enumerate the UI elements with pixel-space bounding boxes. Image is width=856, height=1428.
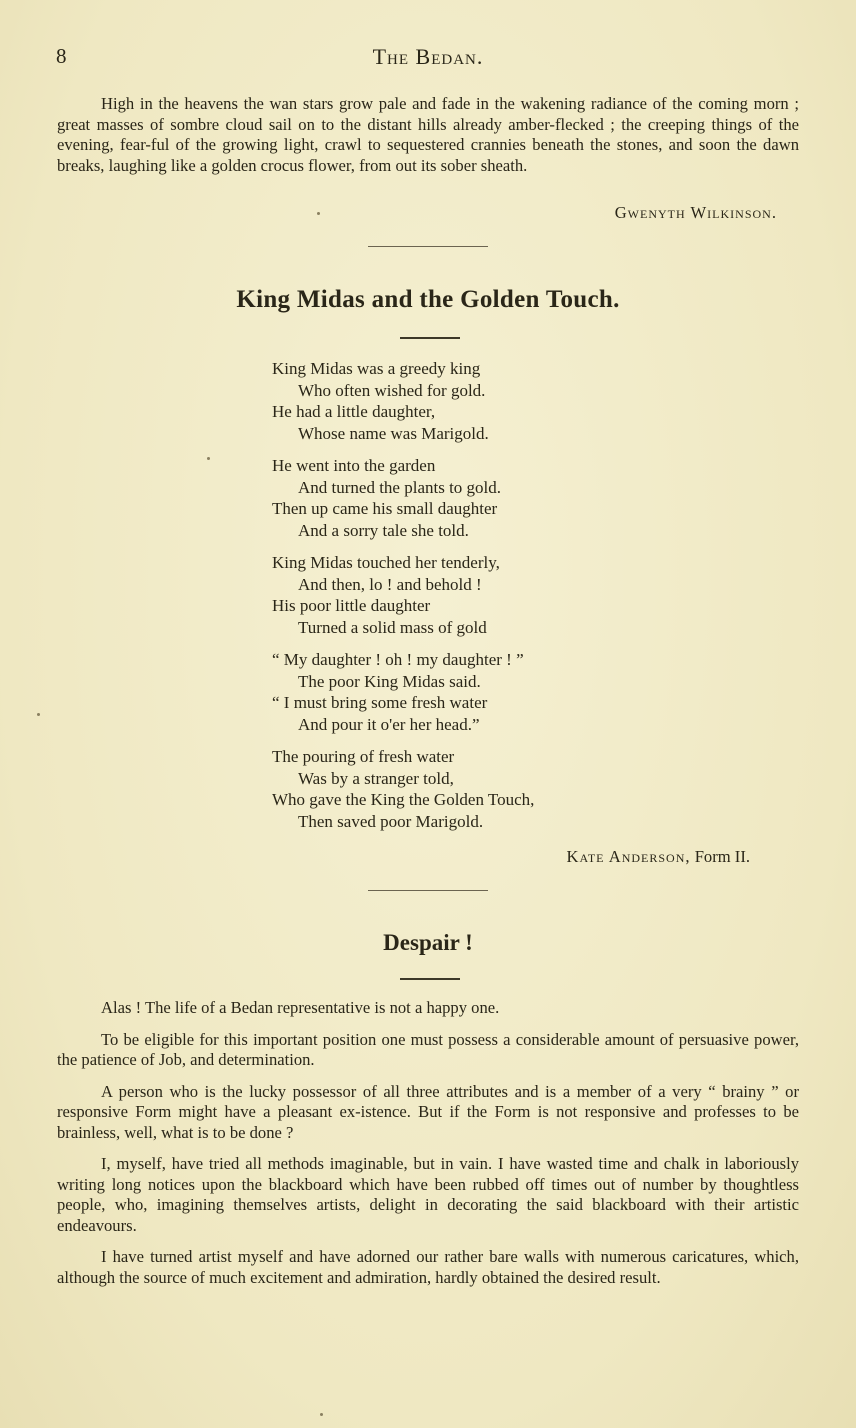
- poem-stanza: [272, 358, 692, 444]
- essay-paragraph: I have turned artist myself and have adorned our rather bare walls with numerous caricatures, which, although the source of much excitement and admiration, hardly obtained the desired result.: [57, 1247, 799, 1287]
- essay-body: [57, 998, 799, 1299]
- paper-speck: [37, 713, 40, 716]
- poem-stanza: [272, 552, 692, 638]
- poem-line: King Midas touched her tenderly,: [272, 553, 500, 572]
- running-title: The Bedan.: [372, 44, 484, 69]
- title-underline: [400, 337, 460, 339]
- poem-stanza: [272, 649, 692, 735]
- poem-line: Then saved poor Marigold.: [298, 811, 484, 831]
- poem-line: Who gave the King the Golden Touch,: [272, 790, 535, 809]
- essay-paragraph: To be eligible for this important position one must possess a considerable amount of persuasive power, the patience of Job, and determination.: [57, 1029, 799, 1069]
- section-divider: [368, 246, 488, 247]
- page-number: 8: [56, 44, 67, 68]
- poem-line: Whose name was Marigold.: [298, 423, 489, 443]
- intro-author: Gwenyth Wilkinson.: [614, 203, 777, 222]
- title-underline: [400, 978, 460, 980]
- poem-body: [272, 358, 692, 843]
- poem-line: And turned the plants to gold.: [298, 477, 502, 497]
- essay-paragraph: A person who is the lucky possessor of all three attributes and is a member of a very “ brainy ” or responsive Form might have a pleasant ex-istence. But if the Form is not responsive and professes to be brainless, well, what is to be done ?: [57, 1081, 799, 1142]
- poem-line: The poor King Midas said.: [298, 671, 481, 691]
- poem-line: Was by a stranger told,: [298, 768, 454, 788]
- page-header: [0, 44, 856, 74]
- paper-speck: [320, 1413, 323, 1416]
- paper-speck: [207, 457, 210, 460]
- section-divider: [368, 890, 488, 891]
- poem-line: The pouring of fresh water: [272, 747, 455, 766]
- paper-speck: [317, 212, 320, 215]
- poem-author: Kate Anderson,: [566, 847, 691, 866]
- poem-line: Then up came his small daughter: [272, 499, 498, 518]
- poem-author-form: Form II.: [694, 847, 750, 866]
- intro-paragraph: High in the heavens the wan stars grow pale and fade in the wakening radiance of the coming morn ; great masses of sombre cloud sail on to the distant hills already amber-flecked ; the creeping things of the evening, fear-ful of the growing light, crawl to sequestered crannies beneath the stones, and soon the dawn breaks, laughing like a golden crocus flower, from out its sober sheath.: [57, 94, 799, 175]
- poem-line: And then, lo ! and behold !: [298, 574, 482, 594]
- poem-stanza: [272, 455, 692, 541]
- poem-line: He went into the garden: [272, 456, 436, 475]
- intro-passage: [57, 94, 799, 176]
- poem-line: “ I must bring some fresh water: [272, 693, 488, 712]
- poem-title: King Midas and the Golden Touch.: [236, 286, 620, 313]
- poem-stanza: [272, 746, 692, 832]
- poem-line: “ My daughter ! oh ! my daughter ! ”: [272, 650, 524, 669]
- poem-line: And a sorry tale she told.: [298, 520, 469, 540]
- poem-attribution: [567, 847, 751, 867]
- poem-line: Turned a solid mass of gold: [298, 617, 487, 637]
- poem-line: And pour it o'er her head.”: [298, 714, 480, 734]
- poem-line: Who often wished for gold.: [298, 380, 486, 400]
- essay-title: Despair !: [383, 930, 473, 955]
- poem-line: He had a little daughter,: [272, 402, 436, 421]
- poem-line: King Midas was a greedy king: [272, 359, 481, 378]
- essay-paragraph: I, myself, have tried all methods imaginable, but in vain. I have wasted time and chalk in laboriously writing long notices upon the blackboard which have been rubbed off times out of number by thoughtless people, who, imagining themselves artists, delight in decorating the said blackboard with their artistic endeavours.: [57, 1154, 799, 1235]
- poem-line: His poor little daughter: [272, 596, 431, 615]
- essay-paragraph: Alas ! The life of a Bedan representative is not a happy one.: [101, 998, 500, 1017]
